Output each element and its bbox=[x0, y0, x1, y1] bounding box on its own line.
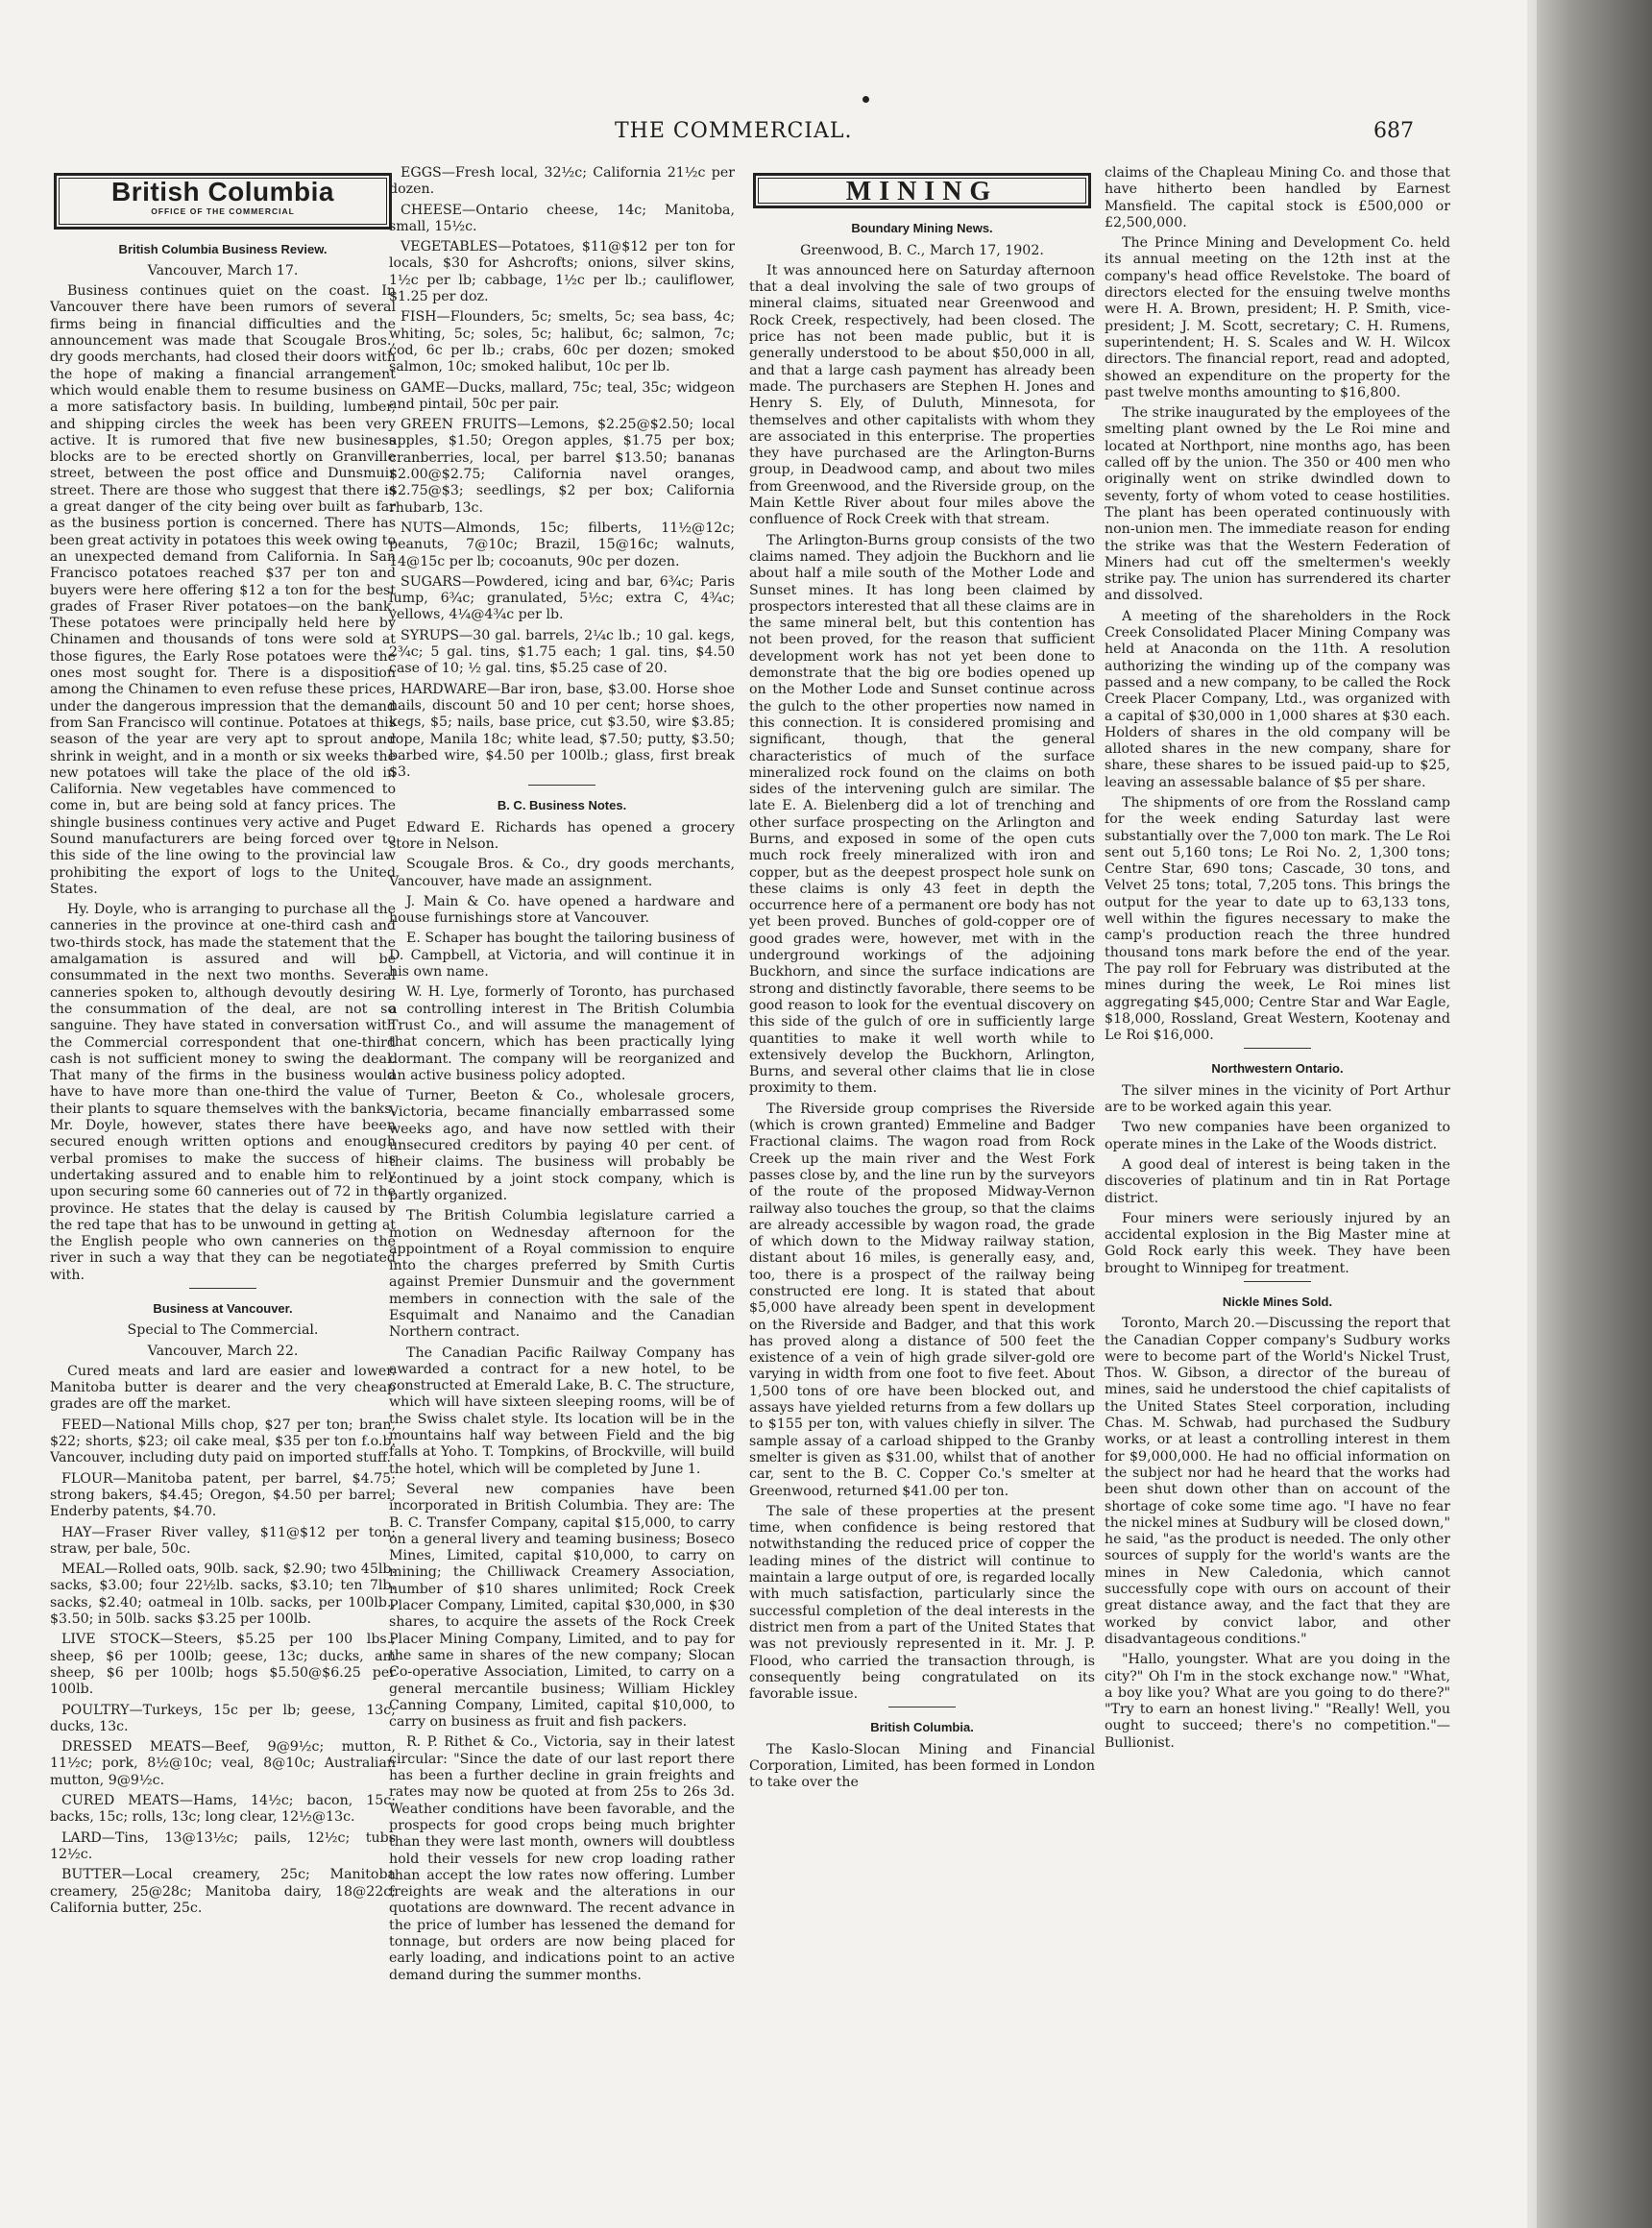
article-paragraph: The Riverside group comprises the Riverside (which is crown granted) Emmeline and Badger Fractional claims. The wagon road from Rock Creek up the main river and the West Fork passes close by, and the line run by the surveyors of the route of the proposed Midway-Vernon railway also touches the group, so that the claims are already accessible by wagon road, the grade of which down to the Midway railway station, distant about 16 miles, is generally easy, and, too, there is a prospect of the railway being constructed ere long. It is stated that about $5,000 have already been spent in development on the Riverside and Badger, and that this work has proved along a distance of 500 feet the existence of a vein of high grade silver-gold ore varying in width from one foot to five feet. About 1,500 tons of ore have been blocked out, and assays have yielded returns from a few dollars up to $155 per ton, with values chiefly in silver. The sample assay of a carload shipped to the Granby smelter is given as $31.00, whilst that of another car, sent to the B. C. Copper Co.'s smelter at Greenwood, returned $41.00 per ton. bbox=[749, 1101, 1095, 1499]
price-entry: HARDWARE—Bar iron, base, $3.00. Horse shoe nails, discount 50 and 10 per cent; horse shoes, kegs, $5; nails, base price, cut $3.50, wire $3.85; rope, Manila 18c; white lead, $7.50; putty, $3.50; barbed wire, $4.50 per 100lb.; glass, first break $3. bbox=[389, 681, 735, 781]
running-head bbox=[0, 119, 1498, 157]
bc-heading: British Columbia. bbox=[870, 1720, 974, 1735]
price-entry: FEED—National Mills chop, $27 per ton; bran, $22; shorts, $23; oil cake meal, $35 per ton f.o.b. Vancouver, including duty paid on imported stuff. bbox=[50, 1417, 396, 1466]
vancouver-special: Special to The Commercial. bbox=[127, 1322, 319, 1339]
article-paragraph: It was announced here on Saturday afternoon that a deal involving the sale of two groups of mineral claims, situated near Greenwood and Rock Creek, respectively, had been closed. The price has not been made public, but it is generally understood to be about $50,000 in all, and that a large cash payment has already been made. The purchasers are Stephen H. Jones and Henry S. Ely, of Duluth, Minnesota, for themselves and other capitalists with whom they are associated in this enterprise. The properties they have purchased are the Arlington-Burns group, in Deadwood camp, and about two miles from Greenwood, and the Riverside group, on the Main Kettle River about four miles above the confluence of Rock Creek with that stream. bbox=[749, 262, 1095, 528]
article-paragraph: Four miners were seriously injured by an accidental explosion in the Big Master mine at Gold Rock early this week. They have been brought to Winnipeg for treatment. bbox=[1105, 1210, 1450, 1276]
article-paragraph: Hy. Doyle, who is arranging to purchase all the canneries in the province at one-third cash and two-thirds stock, has made the statement that the amalgamation is assured and will be consummated in the next two months. Several canneries spoken to, although devoutly desiring the consummation of the deal, are not so sanguine. They have stated in conversation with the Commercial correspondent that one-third cash is not sufficient money to swing the deal. That many of the firms in the business would have to have more than one-third the value of their plants to square themselves with the banks. Mr. Doyle, however, states there have been secured enough written options and enough verbal promises to make the success of his undertaking assured and to enable him to rely upon securing some 60 canneries out of 72 in the province. He states that the delay is caused by the red tape that has to be unwound in getting at the English people who own canneries on the river in such a way that they can be negotiated with. bbox=[50, 902, 396, 1283]
boundary-dateline: Greenwood, B. C., March 17, 1902. bbox=[800, 242, 1044, 258]
vancouver-heading: Business at Vancouver. bbox=[153, 1301, 293, 1316]
section-divider bbox=[1244, 1048, 1311, 1049]
news-note: Scougale Bros. & Co., dry goods merchants, Vancouver, have made an assignment. bbox=[389, 857, 735, 889]
british-columbia-box bbox=[54, 173, 392, 230]
article-paragraph: The silver mines in the vicinity of Port Arthur are to be worked again this year. bbox=[1105, 1082, 1450, 1116]
mining-box-title: MINING bbox=[845, 177, 999, 206]
nickel-heading: Nickle Mines Sold. bbox=[1222, 1295, 1333, 1309]
news-note: Several new companies have been incorporated in British Columbia. They are: The B. C. Transfer Company, capital $15,000, to carry on a general livery and teaming business; Boseco Mines, Limited, capital $10,000, to carry on mining; the Chilliwack Creamery Association, number of $10 shares unlimited; Rock Creek Placer Company, Limited, capital $30,000, in $30 shares, to acquire the assets of the Rock Creek Placer Mining Company, Limited, and to pay for the same in shares of the new company; Slocan Co-operative Association, Limited, to carry on a general mercantile business; William Hickley Canning Company, Limited, capital $10,000, to carry on business as fruit and fish packers. bbox=[389, 1481, 735, 1731]
news-note: Turner, Beeton & Co., wholesale grocers, Victoria, became financially embarrassed some weeks ago, and have now settled with their unsecured creditors by paying 40 per cent. of their claims. The business will probably be continued by a joint stock company, which is partly organized. bbox=[389, 1088, 735, 1203]
article-paragraph: The shipments of ore from the Rossland camp for the week ending Saturday last were substantially over the 7,000 ton mark. The Le Roi sent out 5,160 tons; Le Roi No. 2, 1,300 tons; Centre Star, 690 tons; Cascade, 30 tons, and Velvet 25 tons; total, 7,205 tons. This brings the output for the year to date up to 63,133 tons, well within the figures necessary to make the camp's production reach the three hundred thousand tons mark before the end of the year. The pay roll for February was distributed at the mines during the week, Le Roi mines list aggregating $45,000; Centre Star and War Eagle, $18,000, Rossland, Great Western, Kootenay and Le Roi $16,000. bbox=[1105, 794, 1450, 1044]
news-note: E. Schaper has bought the tailoring business of D. Campbell, at Victoria, and will continue it in his own name. bbox=[389, 931, 735, 981]
price-entry: SUGARS—Powdered, icing and bar, 6¾c; Paris lump, 6¾c; granulated, 5½c; extra C, 4¾c; yellows, 4¼@4¾c per lb. bbox=[389, 573, 735, 623]
news-note: The Canadian Pacific Railway Company has awarded a contract for a new hotel, to be constructed at Emerald Lake, B. C. The structure, which will have sixteen sleeping rooms, will be of the Swiss chalet style. Its location will be in the mountains half way between Field and the big falls at Yoho. T. Tompkins, of Brockville, will build the hotel, which will be completed by June 1. bbox=[389, 1344, 735, 1477]
price-entry: POULTRY—Turkeys, 15c per lb; geese, 13c; ducks, 13c. bbox=[50, 1702, 396, 1734]
news-note: The British Columbia legislature carried a motion on Wednesday afternoon for the appointment of a Royal commission to enquire into the charges preferred by Smith Curtis against Premier Dunsmuir and the government members in connection with the sale of the Esquimalt and Nanaimo and the Canadian Northern contract. bbox=[389, 1208, 735, 1341]
column-3 bbox=[749, 165, 1095, 2199]
price-entry: LARD—Tins, 13@13½c; pails, 12½c; tubs 12½c. bbox=[50, 1829, 396, 1862]
article-paragraph: A meeting of the shareholders in the Rock Creek Consolidated Placer Mining Company was held at Anaconda on the 11th. A resolution authorizing the winding up of the company was passed and a new company, to be called the Rock Creek Placer Company, Ltd., was organized with a capital of $30,000 in 1,000 shares at $30 each. Holders of shares in the old company will be alloted shares in the new company, share for share, these shares to be issued paid-up to $25, leaving an assessable balance of $5 per share. bbox=[1105, 608, 1450, 790]
article-paragraph: The strike inaugurated by the employees of the smelting plant owned by the Le Roi mine and located at Northport, nine months ago, has been called off by the union. The 350 or 400 men who originally went on strike dwindled down to seventy, forty of whom voted to cease hostilities. The plant has been operated continuously with non-union men. The immediate reason for ending the strike was that the Western Federation of Miners had cut off the smeltermen's weekly strike pay. The union has surrendered its charter and dissolved. bbox=[1105, 405, 1450, 604]
price-entry: VEGETABLES—Potatoes, $11@$12 per ton for locals, $30 for Ashcrofts; onions, silver skins, 1½c per lb; cabbage, 1½c per lb.; cauliflower, $1.25 per doz. bbox=[389, 239, 735, 305]
price-entry: BUTTER—Local creamery, 25c; Manitoba creamery, 25@28c; Manitoba dairy, 18@22c; California butter, 25c. bbox=[50, 1867, 396, 1916]
notes-heading: B. C. Business Notes. bbox=[497, 798, 627, 813]
article-paragraph: The sale of these properties at the present time, when confidence is being restored that notwithstanding the reduced price of copper the leading mines of the district will continue to maintain a large output of ore, is regarded locally with much satisfaction, particularly since the successful completion of the deal interests in the district men from a part of the United States that was not previously represented in it. Mr. J. P. Flood, who carried the transaction through, is consequently being congratulated on its favorable issue. bbox=[749, 1503, 1095, 1703]
article-paragraph: The Prince Mining and Development Co. held its annual meeting on the 12th inst at the company's head office Revelstoke. The board of directors elected for the ensuing twelve months were H. A. Brown, president; H. P. Smith, vice-president; J. M. Scott, secretary; C. H. Rumens, superintendent; H. S. Scales and W. H. Wilcox directors. The financial report, read and adopted, showed an expenditure on the property for the past twelve months amounting to $16,800. bbox=[1105, 235, 1450, 400]
price-list bbox=[50, 1417, 396, 1917]
page-number: 687 bbox=[1373, 119, 1414, 143]
column-4 bbox=[1105, 165, 1450, 2199]
price-entry: GAME—Ducks, mallard, 75c; teal, 35c; widgeon and pintail, 50c per pair. bbox=[389, 379, 735, 412]
section-divider bbox=[189, 1288, 256, 1289]
printing-dot bbox=[862, 96, 869, 103]
article-paragraph: Toronto, March 20.—Discussing the report that the Canadian Copper company's Sudbury works were to become part of the World's Nickel Trust, Thos. W. Gibson, a director of the bureau of mines, said he understood the chief capitalists of the United States Steel corporation, including Chas. M. Schwab, had purchased the Sudbury works, or at least a controlling interest in them for $9,000,000. He had no official information on the subject nor had he heard that the works had been shut down other than on account of the shortage of coke some time ago. "I have no fear the nickel mines at Sudbury will be closed down," he said, "as the product is needed. The only other sources of supply for the world's wants are the mines in New Caledonia, which cannot successfully cope with ours on account of their great distance away, and the fact that they are worked by convict labor, and other disadvantageous conditions." bbox=[1105, 1316, 1450, 1647]
vancouver-dateline: Vancouver, March 22. bbox=[147, 1343, 299, 1359]
box-title: British Columbia bbox=[110, 177, 334, 206]
box-subtitle: OFFICE OF THE COMMERCIAL bbox=[151, 206, 295, 217]
column-1 bbox=[50, 165, 396, 2199]
price-entry: NUTS—Almonds, 15c; filberts, 11½@12c; peanuts, 7@10c; Brazil, 15@16c; walnuts, 14@15c per lb; cocoanuts, 90c per dozen. bbox=[389, 520, 735, 569]
news-note: R. P. Rithet & Co., Victoria, say in their latest circular: "Since the date of our last report there has been a further decline in grain freights and rates may now be quoted at from 25s to 26s 3d. Weather conditions have been favorable, and the prospects for good crops being much brighter than they were last month, owners will doubtless hold their vessels for new crop loading rather than accept the low rates now offering. Lumber freights are weak and the alterations in our quotations are downward. The recent advance in the price of lumber has lessened the demand for tonnage, but orders are now being placed for early loading, and indications point to an active demand during the summer months. bbox=[389, 1734, 735, 1983]
review-dateline: Vancouver, March 17. bbox=[147, 262, 299, 278]
column-2 bbox=[389, 165, 735, 2199]
article-paragraph: Two new companies have been organized to operate mines in the Lake of the Woods district. bbox=[1105, 1120, 1450, 1152]
article-paragraph: Business continues quiet on the coast. In Vancouver there have been rumors of several firms being in financial difficulties and the announcement was made that Scougale Bros., dry goods merchants, had closed their doors with the hope of making a financial arrangement which would enable them to resume business on a more satisfactory basis. In building, lumber, and shipping circles the week has been very active. It is rumored that five new business blocks are to be erected shortly on Granville street, between the post office and Dunsmuir street. There are those who suggest that there is a great danger of the city being over built as far as the business portion is concerned. There has been great activity in potatoes this week owing to an unexpected demand from California. In San Francisco potatoes reached $37 per ton and buyers were here offering $12 a ton for the best grades of Fraser River potatoes—on the bank. These potatoes were principally held here by Chinamen and thousands of tons were sold at those figures, the Early Rose potatoes were the ones most sought for. There is a disposition among the Chinamen to even refuse these prices, under the dangerous impression that the demand from San Francisco will continue. Potatoes at this season of the year are very apt to sprout and shrink in weight, and in a month or six weeks the new potatoes will take the place of the old in California. New vegetables have commenced to come in, but are being sold at fancy prices. The shingle business continues very active and Puget Sound manufacturers are being forced over to this side of the line owing to the provincial law prohibiting the export of logs to the United States. bbox=[50, 283, 396, 897]
section-divider bbox=[1244, 1281, 1311, 1282]
article-paragraph: The Kaslo-Slocan Mining and Financial Corporation, Limited, has been formed in London to take over the bbox=[749, 1741, 1095, 1791]
page-edge bbox=[1527, 0, 1537, 2228]
price-entry: GREEN FRUITS—Lemons, $2.25@$2.50; local apples, $1.50; Oregon apples, $1.75 per box; cranberries, local, per barrel $13.50; bananas $2.00@$2.75; California navel oranges, $2.75@$3; seedlings, $2 per box; California rhubarb, 13c. bbox=[389, 417, 735, 516]
price-entry: LIVE STOCK—Steers, $5.25 per 100 lbs.; sheep, $6 per 100lb; geese, 13c; ducks, am sheep, $6 per 100lb; hogs $5.50@$6.25 per 100lb. bbox=[50, 1632, 396, 1698]
news-note: W. H. Lye, formerly of Toronto, has purchased a controlling interest in The British Columbia Trust Co., and will assume the management of that concern, which has been practically lying dormant. The company will be reorganized and an active business policy adopted. bbox=[389, 984, 735, 1083]
article-paragraph: A good deal of interest is being taken in the discoveries of platinum and tin in Rat Portage district. bbox=[1105, 1156, 1450, 1206]
price-entry: CURED MEATS—Hams, 14½c; bacon, 15c; backs, 15c; rolls, 13c; long clear, 12½@13c. bbox=[50, 1793, 396, 1826]
article-paragraph: Cured meats and lard are easier and lower. Manitoba butter is dearer and the very cheap grades are off the market. bbox=[50, 1363, 396, 1413]
boundary-heading: Boundary Mining News. bbox=[851, 221, 993, 236]
review-heading: British Columbia Business Review. bbox=[118, 241, 328, 256]
price-entry: HAY—Fraser River valley, $11@$12 per ton; straw, per bale, 50c. bbox=[50, 1524, 396, 1557]
article-paragraph: The Arlington-Burns group consists of the two claims named. They adjoin the Buckhorn and lie about half a mile south of the Mother Lode and Sunset mines. It has long been claimed by prospectors interested that all these claims are in the same mineral belt, but this contention has not been proved, for the reason that sufficient development work has not yet been done to demonstrate that the big ore bodies opened up on the Mother Lode and Sunset continue across the gulch to the other properties now named in this connection. It is considered promising and significant, though, that the general characteristics of much of the surface mineralized rock found on the claims on both sides of the intervening gulch are similar. The late E. A. Bielenberg did a lot of trenching and other surface prospecting on the Arlington and Burns, and exposed in some of the open cuts much rock freely mineralized with iron and copper, but as the deepest prospect hole sunk on these claims is only 43 feet in depth the occurrence here of a permanent ore body has not yet been proved. Bunches of gold-copper ore of good grades were, however, met with in the underground workings of the adjoining Buckhorn, and since the surface indications are strong and distinctly favorable, there seems to be good reason to look for the eventual discovery on this side of the gulch of ore in sufficiently large quantities to make it well worth while to extensively develop the Buckhorn, Arlington, Burns, and several other claims that lie in close proximity to them. bbox=[749, 532, 1095, 1097]
mining-box bbox=[753, 173, 1091, 208]
price-entry: MEAL—Rolled oats, 90lb. sack, $2.90; two 45lb. sacks, $3.00; four 22½lb. sacks, $3.10; ten 7lb. sacks, $2.40; oatmeal in 10lb. sacks, per 100lb., $3.50; in 50lb. sacks $3.25 per 100lb. bbox=[50, 1562, 396, 1628]
anecdote: "Hallo, youngster. What are you doing in the city?" Oh I'm in the stock exchange now." "What, a boy like you? What are you going to do there?" "Try to earn an honest living." "Really! Well, you ought to succeed; there's no competition."—Bullionist. bbox=[1105, 1652, 1450, 1751]
price-entry: FLOUR—Manitoba patent, per barrel, $4.75; strong bakers, $4.45; Oregon, $4.50 per barrel; Enderby patents, $4.70. bbox=[50, 1470, 396, 1520]
price-entry: SYRUPS—30 gal. barrels, 2¼c lb.; 10 gal. kegs, 2¾c; 5 gal. tins, $1.75 each; 1 gal. tins, $4.50 case of 10; ½ gal. tins, $5.25 case of 20. bbox=[389, 627, 735, 677]
publication-title: THE COMMERCIAL. bbox=[615, 119, 853, 143]
price-entry: FISH—Flounders, 5c; smelts, 5c; sea bass, 4c; whiting, 5c; soles, 5c; halibut, 6c; salmon, 7c; cod, 6c per lb.; crabs, 60c per dozen; smoked salmon, 10c; smoked halibut, 10c per lb. bbox=[389, 309, 735, 375]
price-list-continued bbox=[389, 165, 735, 781]
section-divider bbox=[528, 785, 595, 786]
news-note: Edward E. Richards has opened a grocery store in Nelson. bbox=[389, 819, 735, 852]
price-entry: CHEESE—Ontario cheese, 14c; Manitoba, small, 15½c. bbox=[389, 202, 735, 234]
price-entry: EGGS—Fresh local, 32½c; California 21½c per dozen. bbox=[389, 165, 735, 198]
article-continuation: claims of the Chapleau Mining Co. and those that have hitherto been handled by Earnest Mansfield. The capital stock is £500,000 or £2,500,000. bbox=[1105, 165, 1450, 230]
nw-ontario-heading: Northwestern Ontario. bbox=[1211, 1061, 1344, 1077]
news-note: J. Main & Co. have opened a hardware and house furnishings store at Vancouver. bbox=[389, 893, 735, 927]
price-entry: DRESSED MEATS—Beef, 9@9½c; mutton, 11½c; pork, 8½@10c; veal, 8@10c; Australian mutton, 9@9½c. bbox=[50, 1739, 396, 1788]
book-spine bbox=[1527, 0, 1652, 2228]
